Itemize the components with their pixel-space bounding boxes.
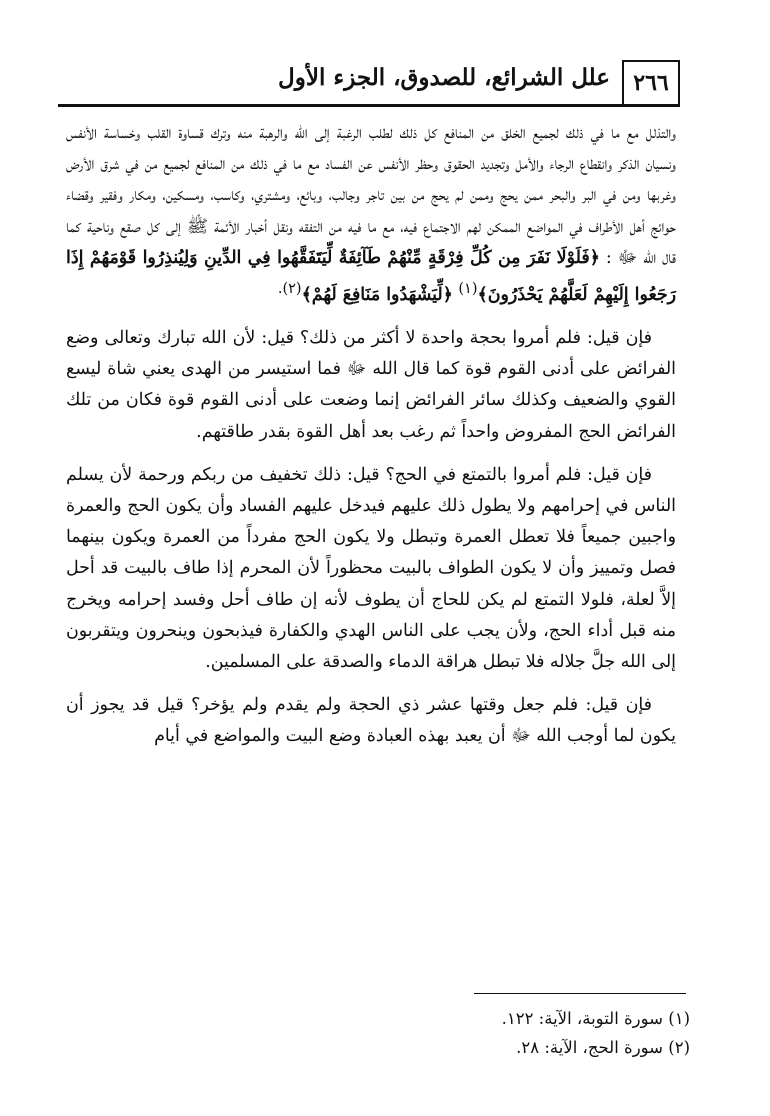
paragraph-4: فإن قيل: فلم جعل وقتها عشر ذي الحجة ولم يقدم ولم يؤخر؟ قيل قد يجوز أن يكون لما أوجب الله ﷻ أن يعبد بهذه العبادة وضع البيت والمواضع في أيام <box>66 695 676 747</box>
footnote-divider <box>474 993 686 994</box>
footnote-2: (٢) سورة الحج، الآية: ٢٨. <box>516 1038 690 1057</box>
paragraph-2: فإن قيل: فلم أمروا بحجة واحدة لا أكثر من ذلك؟ قيل: لأن الله تبارك وتعالى وضع الفرائض على أدنى القوم قوة كما قال الله ﷻ فما استيسر من الهدى يعني شاة ليسع القوي والضعيف وكذلك سائر الفرائض إنما وضعت على أدنى القوم قوة فكان من تلك الفرائض الحج المفروض واحداً ثم رغب بعد أهل القوة بقدر طاقتهم. <box>66 328 676 442</box>
paragraph-1-text: والتذلل مع ما في ذلك لجميع الخلق من المنافع كل ذلك لطلب الرغبة إلى الله والرهبة منه وترك قساوة القلب وخساسة الأنفس ونسيان الذكر وانقطاع الرجاء والأمل وتجديد الحقوق وحظر الأنفس عن الفساد مع ما في ذلك من المنافع لجميع من في شرق الأرض وغربها ومن في البر والبحر ممن يحج وممن لم يحج من بين تاجر وجالب، وبائع، ومشتري، وكاسب، ومسكين، ومكار وفقير وقضاء حوائج أهل الأطراف في المواضع الممكن لهم الاجتماع فيه، مع ما فيه من التفقه ونقل أخبار الأئمة ﷺ إلى كل صقع وناحية كما قال الله ﷻ : <box>66 123 676 268</box>
footnote-ref-2: (٢). <box>277 281 302 298</box>
footnote-ref-1: (١) <box>458 281 478 298</box>
page-header <box>58 60 680 107</box>
paragraph-3: فإن قيل: فلم أمروا بالتمتع في الحج؟ قيل: ذلك تخفيف من ربكم ورحمة لأن يسلم الناس في إحرامهم ولا يطول ذلك عليهم فيدخل عليهم الفساد وأن يكون الحج والعمرة واجبين جميعاً فلا تعطل العمرة وتبطل ولا يكون الحج مفرداً من العمرة ويكون بينهما فصل وتمييز وأن لا يكون الطواف بالبيت محظوراً لأن المحرم إذا طاف بالبيت قد أحل إلاَّ لعلة، فلولا التمتع لم يكن للحاج أن يطوف لأنه إن طاف أحل وفسد إحرامه ويخرج منه قبل أداء الحج، ولأن يجب على الناس الهدي والكفارة فيذبحون وينحرون ويتقربون إلى الله جلَّ جلاله فلا تبطل هراقة الدماء والصدقة على المسلمين. <box>66 464 676 673</box>
running-title: علل الشرائع، للصدوق، الجزء الأول <box>278 64 610 91</box>
quran-quote-1: ﴿فَلَوْلَا نَفَرَ مِن كُلِّ فِرْقَةٍ مِّنْهُمْ طَآئِفَةٌ لِّيَتَفَقَّهُوا فِي الدِّينِ وَلِيُنذِرُوا قَوْمَهُمْ إِذَا رَجَعُوا إِلَيْهِمْ لَعَلَّهُمْ يَحْذَرُونَ﴾ <box>66 247 676 305</box>
footnote-1: (١) سورة التوبة، الآية: ١٢٢. <box>501 1009 690 1028</box>
main-text <box>66 118 676 765</box>
paragraph-1 <box>66 118 676 311</box>
quran-quote-2: ﴿لِّيَشْهَدُوا مَنَافِعَ لَهُمْ﴾ <box>301 284 453 305</box>
page-number: ٢٦٦ <box>622 60 680 104</box>
footnotes <box>400 1004 690 1062</box>
